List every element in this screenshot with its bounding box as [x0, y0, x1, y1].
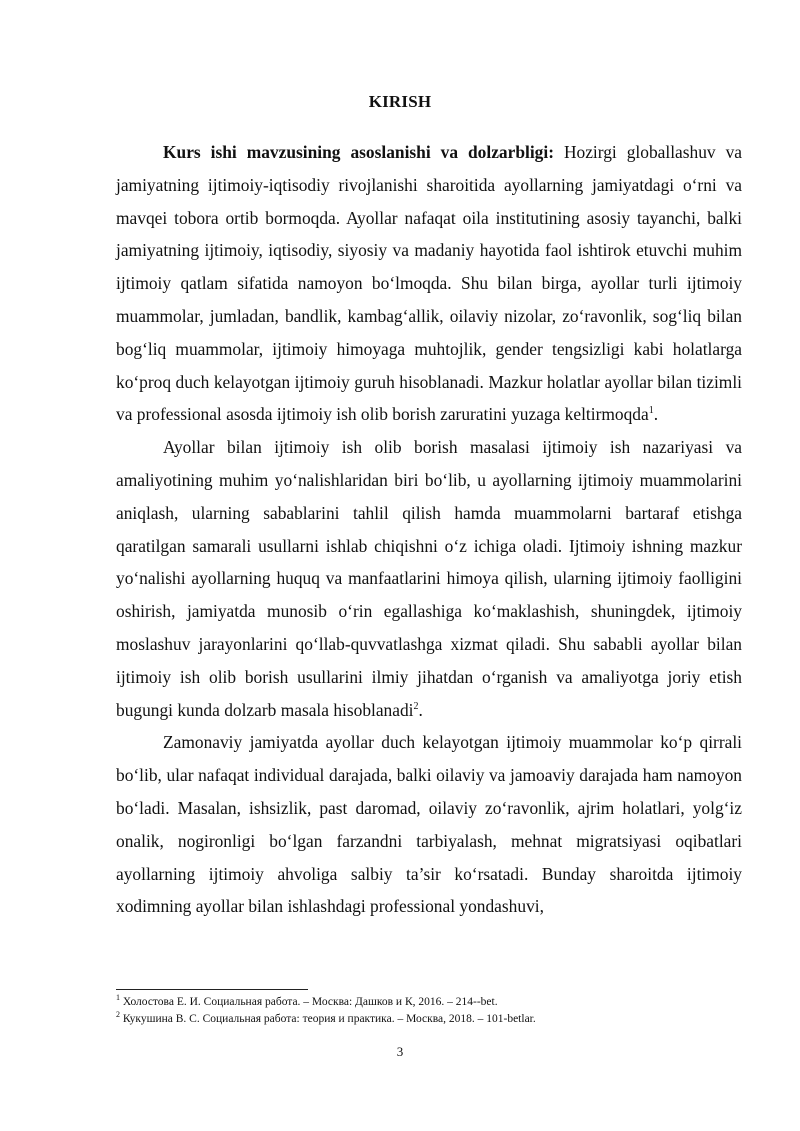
- paragraph-2-end: .: [418, 699, 423, 720]
- footnote-text: Кукушина В. С. Социальная работа: теория и практика. – Москва, 2018. – 101-betlar.: [120, 1012, 536, 1025]
- paragraph-3-text: Zamonaviy jamiyatda ayollar duch kelayotgan ijtimoiy muammolar ko‘p qirrali bo‘lib, ular nafaqat individual darajada, balki oilaviy va jamoaviy darajada ham namoyon bo‘ladi. Masalan, ishsizlik, past daromad, oilaviy zo‘ravonlik, ajrim holatlari, yolg‘iz onalik, nogironligi bo‘lgan farzandni tarbiyalash, mehnat migratsiyasi oqibatlari ayollarning ijtimoiy ahvoliga salbiy ta’sir ko‘rsatadi. Bunday sharoitda ijtimoiy xodimning ayollar bilan ishlashdagi professional yondashuvi,: [116, 732, 742, 917]
- footnote-1: [116, 994, 756, 1011]
- paragraph-lead: Kurs ishi mavzusining asoslanishi va dolzarbligi:: [163, 142, 554, 162]
- paragraph-1-end: .: [653, 404, 659, 425]
- footnote-ref-2[interactable]: 2: [413, 700, 419, 712]
- footnote-2: [116, 1011, 756, 1028]
- page-number: 3: [396, 1044, 404, 1059]
- paragraph-2: [116, 431, 742, 726]
- paragraph-1-text: Hozirgi globallashuv va jamiyatning ijtimoiy-iqtisodiy rivojlanishi sharoitida ayollarning jamiyatdagi o‘rni va mavqei tobora ortib bormoqda. Ayollar nafaqat oila institutining asosiy tayanchi, balki jamiyatning ijtimoiy, iqtisodiy, siyosiy va madaniy hayotida faol ishtirok etuvchi muhim ijtimoiy qatlam sifatida namoyon bo‘lmoqda. Shu bilan birga, ayollar turli ijtimoiy muammolar, jumladan, bandlik, kambag‘allik, oilaviy nizolar, zo‘ravonlik, sog‘liq bilan bog‘liq muammolar, ijtimoiy himoyaga muhtojlik, gender tengsizligi kabi holatlarga ko‘proq duch kelayotgan ijtimoiy guruh hisoblanadi. Mazkur holatlar ayollar bilan tizimli va professional asosda ijtimoiy ish olib borish zaruratini yuzaga keltirmoqda: [116, 142, 742, 425]
- footnote-mark: 2: [116, 1009, 120, 1019]
- footnote-ref-1[interactable]: 1: [648, 405, 654, 417]
- paragraph-3: [116, 726, 742, 923]
- body-text: [116, 136, 742, 923]
- section-heading: KIRISH: [368, 92, 432, 111]
- paragraph-1: [116, 136, 742, 431]
- paragraph-2-text: Ayollar bilan ijtimoiy ish olib borish masalasi ijtimoiy ish nazariyasi va amaliyotining muhim yo‘nalishlaridan biri bo‘lib, u ayollarning ijtimoiy muammolarini aniqlash, ularning sabablarini tahlil qilish hamda muammolarni bartaraf etishga qaratilgan samarali usullarni ishlab chiqishni o‘z ichiga oladi. Ijtimoiy ishning mazkur yo‘nalishi ayollarning huquq va manfaatlarini himoya qilish, ularning ijtimoiy faolligini oshirish, jamiyatda munosib o‘rin egallashiga ko‘maklashish, shuningdek, ijtimoiy moslashuv jarayonlarini qo‘llab-quvvatlashga xizmat qiladi. Shu sababli ayollar bilan ijtimoiy ish olib borish usullarini ilmiy jihatdan o‘rganish va amaliyotga joriy etish bugungi kunda dolzarb masala hisoblanadi: [116, 437, 742, 720]
- footnotes: [116, 994, 756, 1027]
- footnote-separator: [116, 989, 308, 990]
- footnote-text: Холостова Е. И. Социальная работа. – Москва: Дашков и К, 2016. – 214--bet.: [120, 996, 498, 1008]
- footnote-mark: 1: [116, 993, 120, 1003]
